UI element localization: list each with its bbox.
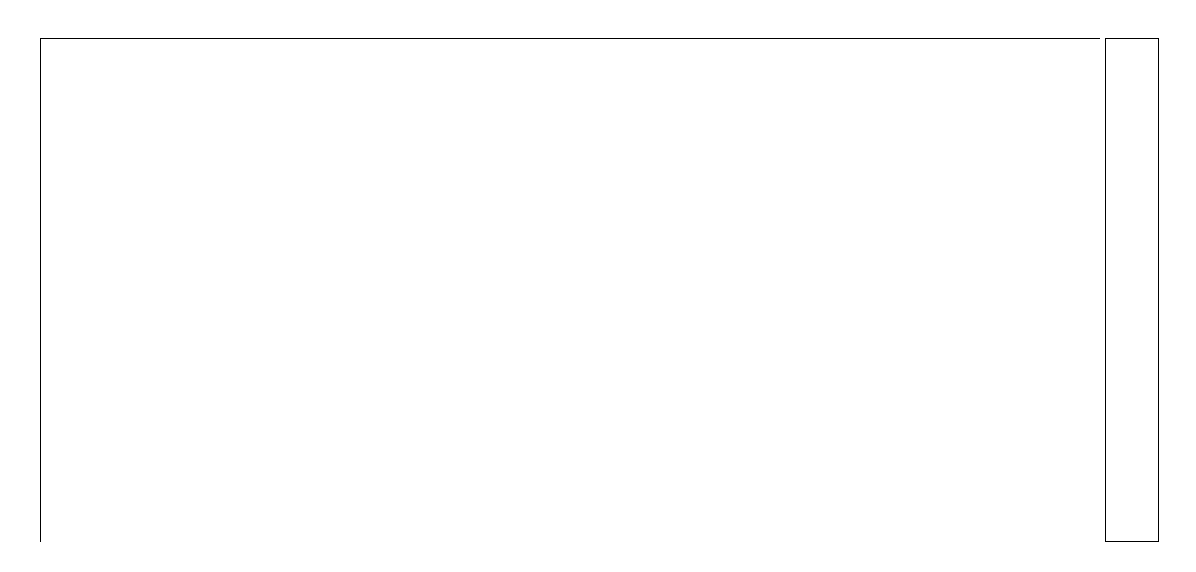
colorbar [1105, 38, 1159, 542]
heatmap-grid [40, 38, 1100, 542]
